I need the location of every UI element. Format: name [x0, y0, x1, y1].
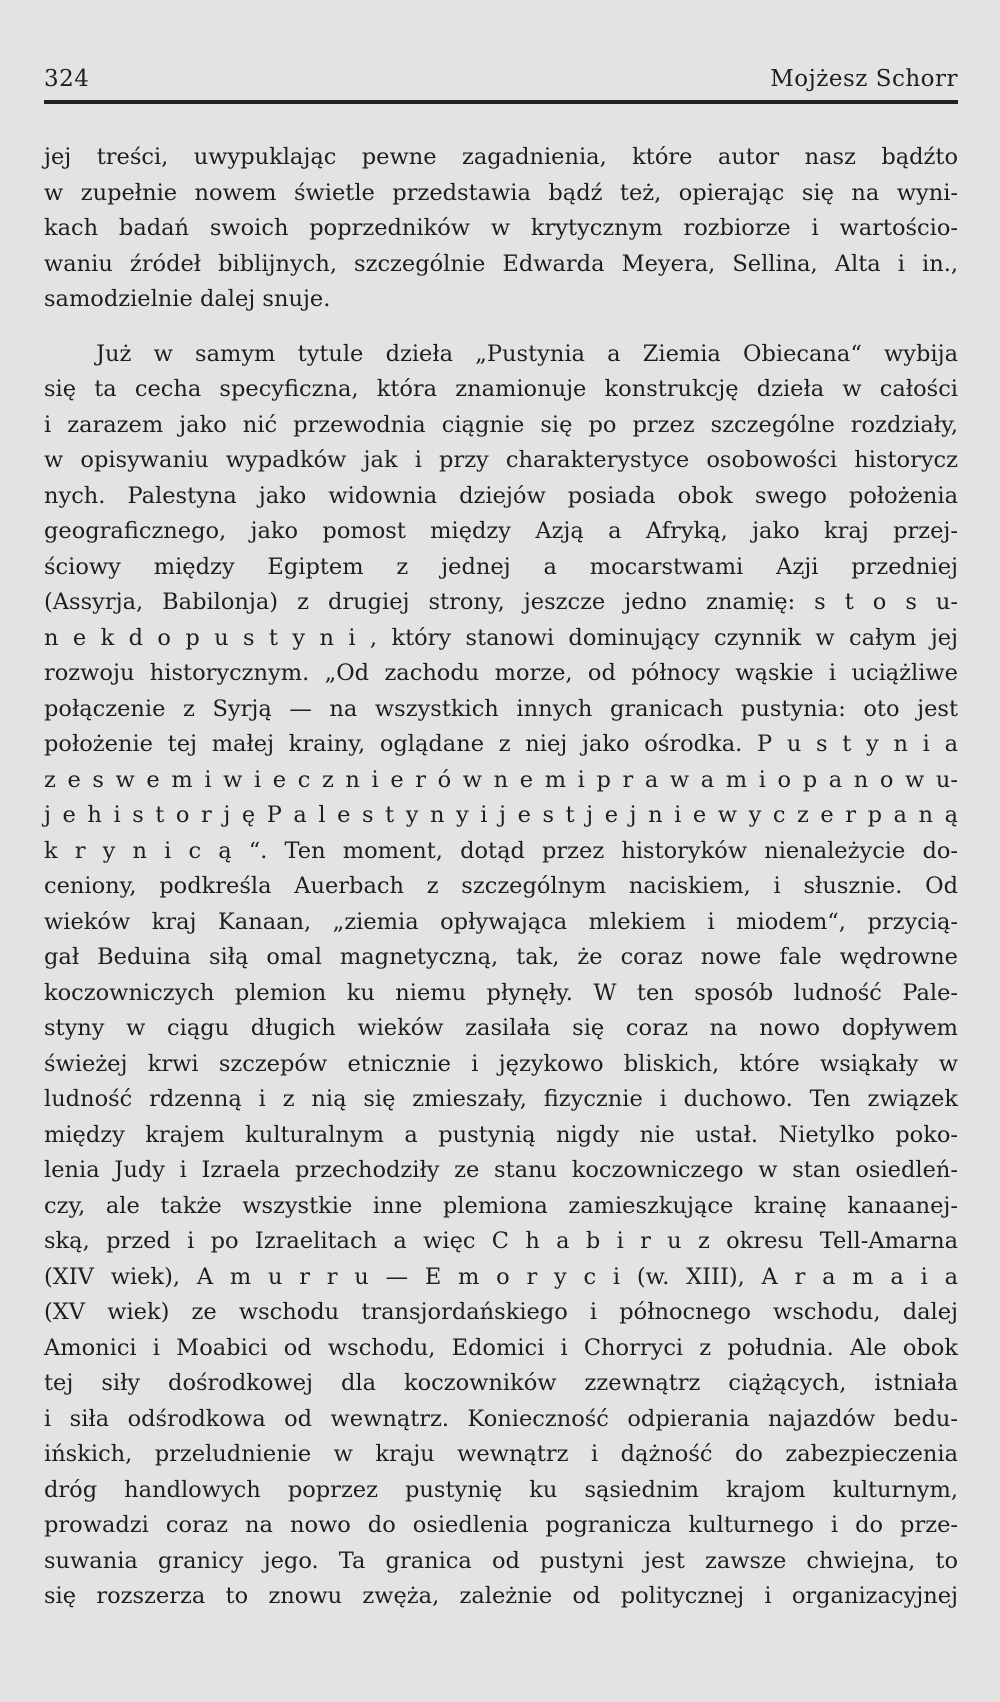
text-line: dróg handlowych poprzez pustynię ku sąsiednim krajom kulturnym,	[44, 1476, 958, 1503]
text-line: jej treści, uwypuklając pewne zagadnienia, które autor nasz bądźto	[44, 144, 958, 170]
running-head: Mojżesz Schorr	[770, 66, 958, 92]
text-line: (XIV wiek), A m u r r u — E m o r y c i (w. XIII), A r a m a i a	[44, 1263, 958, 1290]
text-line: tej siły dośrodkowej dla koczowników zzewnątrz ciążących, istniała	[44, 1370, 958, 1396]
page-header	[44, 60, 958, 104]
text-line: k r y n i c ą “. Ten moment, dotąd przez historyków nienależycie do-	[44, 837, 958, 864]
text-line: geograficznego, jako pomost między Azją a Afryką, jako kraj przej-	[44, 518, 958, 544]
text-line: (XV wiek) ze wschodu transjordańskiego i północnego wschodu, dalej	[44, 1299, 958, 1325]
text-line: rozwoju historycznym. „Od zachodu morze, od północy wąskie i uciążliwe	[44, 660, 958, 686]
text-line: samodzielnie dalej snuje.	[44, 286, 331, 312]
text-line: (Assyrja, Babilonja) z drugiej strony, jeszcze jedno znamię: s t o s u-	[44, 589, 958, 615]
text-line: lenia Judy i Izraela przechodziły ze stanu koczowniczego w stan osiedleń-	[44, 1157, 958, 1183]
text-line: Amonici i Moabici od wschodu, Edomici i Chorryci z południa. Ale obok	[44, 1334, 958, 1361]
text-line: i zarazem jako nić przewodnia ciągnie się po przez szczególne rozdziały,	[44, 411, 958, 438]
text-line: waniu źródeł biblijnych, szczególnie Edwarda Meyera, Sellina, Alta i in.,	[44, 250, 958, 277]
text-line: się rozszerza to znowu zwęża, zależnie od politycznej i organizacyjnej	[44, 1583, 958, 1609]
text-line: czy, ale także wszystkie inne plemiona zamieszkujące krainę kanaanej-	[44, 1192, 958, 1219]
text-line: w zupełnie nowem świetle przedstawia bądź też, opierając się na wyni-	[44, 179, 958, 206]
text-line: połączenie z Syrją — na wszystkich innych granicach pustynia: oto jest	[44, 695, 958, 722]
text-line: ską, przed i po Izraelitach a więc C h a b i r u z okresu Tell-Amarna	[44, 1228, 958, 1254]
text-line: gał Beduina siłą omal magnetyczną, tak, że coraz nowe fale wędrowne	[44, 944, 958, 970]
text-line: j e h i s t o r j ę P a l e s t y n y i j e s t j e j n i e w y c z e r p a n ą	[44, 802, 958, 828]
text-line: położenie tej małej krainy, oglądane z niej jako ośrodka. P u s t y n i a	[44, 731, 958, 757]
text-line: ściowy między Egiptem z jednej a mocarstwami Azji przedniej	[44, 553, 958, 580]
text-line: styny w ciągu długich wieków zasilała się coraz na nowo dopływem	[44, 1015, 958, 1041]
header-rule	[44, 100, 958, 104]
text-line: i siła odśrodkowa od wewnątrz. Konieczność odpierania najazdów bedu-	[44, 1405, 958, 1432]
text-line: n e k d o p u s t y n i , który stanowi dominujący czynnik w całym jej	[44, 624, 958, 651]
paragraph-gap	[44, 318, 958, 337]
text-line: ińskich, przeludnienie w kraju wewnątrz i dążność do zabezpieczenia	[44, 1441, 958, 1467]
text-line: Już w samym tytule dzieła „Pustynia a Ziemia Obiecana“ wybija	[96, 340, 958, 367]
text-line: się ta cecha specyficzna, która znamionuje konstrukcję dzieła w całości	[44, 376, 958, 402]
text-line: wieków kraj Kanaan, „ziemia opływająca mlekiem i miodem“, przycią-	[44, 908, 958, 935]
text-line: nych. Palestyna jako widownia dziejów posiada obok swego położenia	[44, 482, 958, 509]
text-line: z e s w e m i w i e c z n i e r ó w n e m i p r a w a m i o p a n o w u-	[44, 766, 958, 793]
text-line: świeżej krwi szczepów etnicznie i językowo bliskich, które wsiąkały w	[44, 1050, 958, 1077]
page-number: 324	[44, 66, 90, 92]
text-line: suwania granicy jego. Ta granica od pustyni jest zawsze chwiejna, to	[44, 1547, 958, 1574]
text-line: koczowniczych plemion ku niemu płynęły. W ten sposób ludność Pale-	[44, 979, 958, 1006]
text-line: w opisywaniu wypadków jak i przy charakterystyce osobowości historycz	[44, 447, 958, 473]
text-line: ludność rdzenną i z nią się zmieszały, fizycznie i duchowo. Ten związek	[44, 1086, 958, 1112]
text-line: ceniony, podkreśla Auerbach z szczególnym naciskiem, i słusznie. Od	[44, 873, 958, 899]
text-line: między krajem kulturalnym a pustynią nigdy nie ustał. Nietylko poko-	[44, 1121, 958, 1148]
text-line: prowadzi coraz na nowo do osiedlenia pogranicza kulturnego i do prze-	[44, 1512, 958, 1538]
text-line: kach badań swoich poprzedników w krytycznym rozbiorze i wartościo-	[44, 215, 958, 241]
body-text	[44, 140, 958, 1615]
